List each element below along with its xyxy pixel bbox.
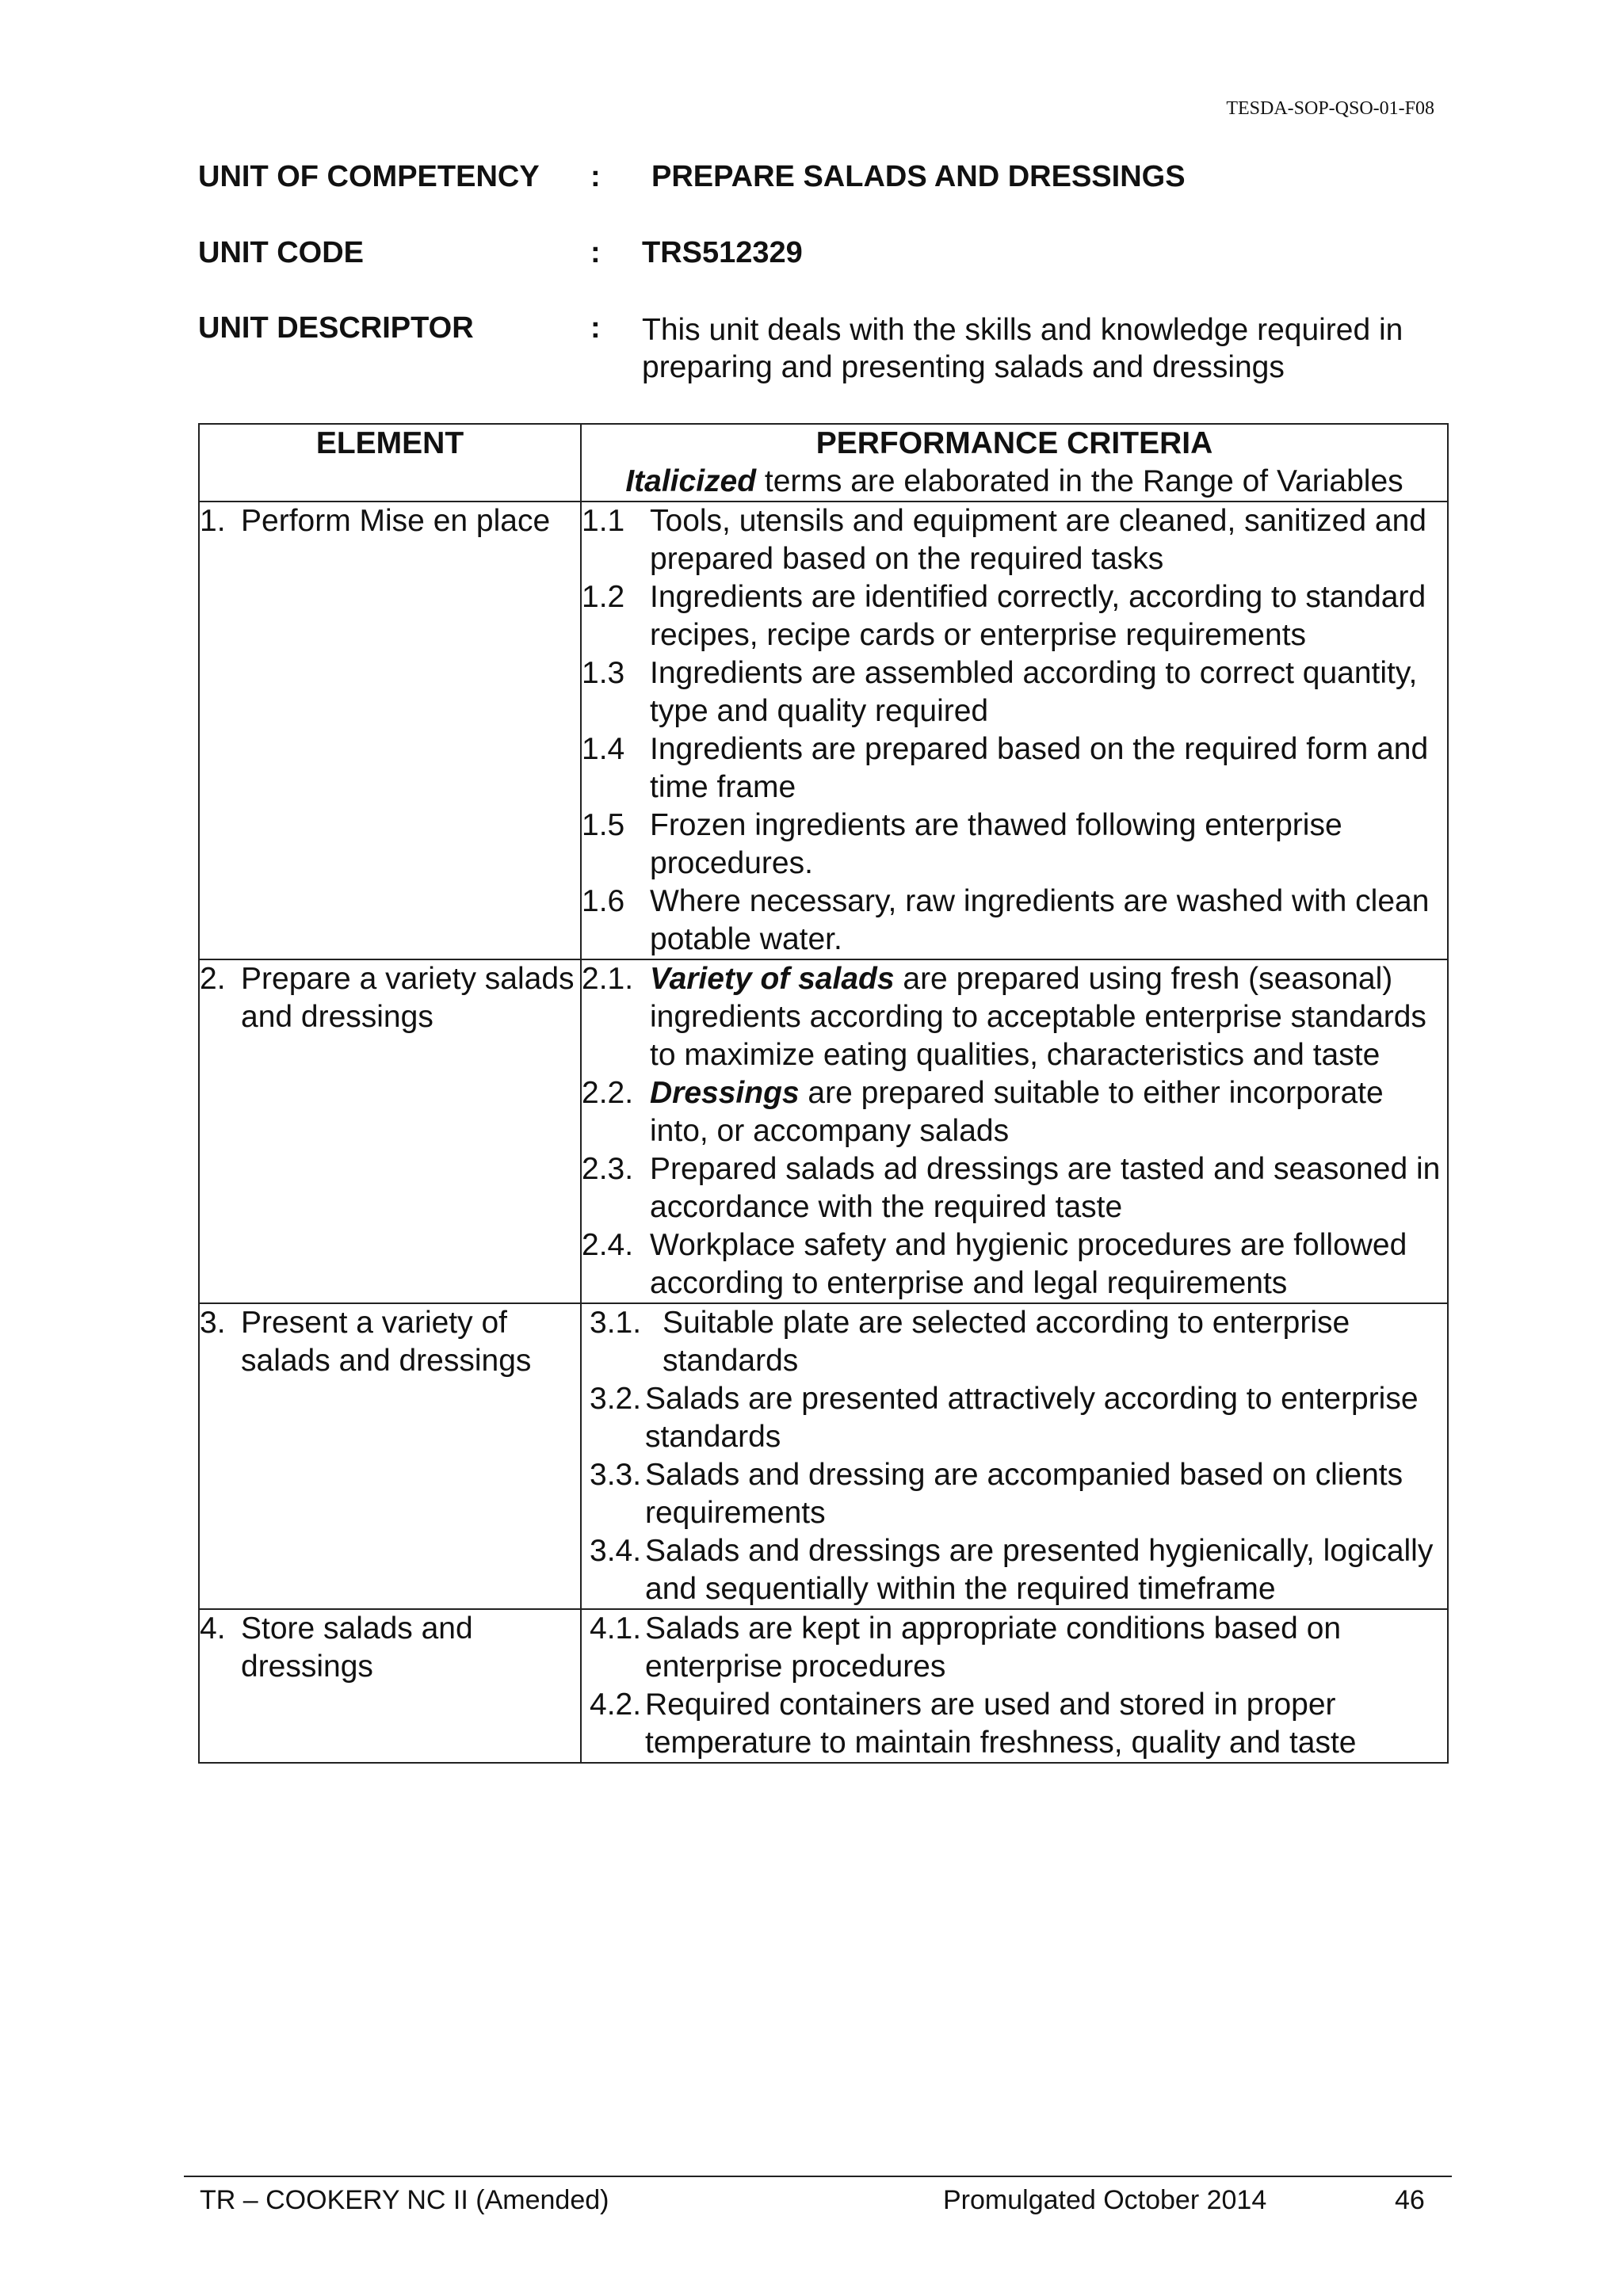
table-row bbox=[199, 1303, 1448, 1609]
performance-criteria-column-header bbox=[581, 424, 1448, 502]
colon: : bbox=[590, 311, 601, 345]
competency-table bbox=[198, 423, 1449, 1764]
element-cell bbox=[199, 502, 581, 959]
uoc-label: UNIT OF COMPETENCY bbox=[198, 160, 540, 193]
criterion: 1.1 Tools, utensils and equipment are cleaned, sanitized and prepared based on the required tasks bbox=[582, 504, 1426, 576]
element-number: 3. bbox=[200, 1306, 226, 1340]
criterion: 3.4. Salads and dressings are presented hygienically, logically and sequentially within the required timeframe bbox=[590, 1534, 1434, 1606]
element-cell bbox=[199, 1303, 581, 1609]
footer-left-text: TR – COOKERY NC II (Amended) bbox=[200, 2185, 609, 2215]
criteria-cell bbox=[581, 1609, 1448, 1763]
unit-descriptor-label: UNIT DESCRIPTOR bbox=[198, 311, 474, 345]
table-row bbox=[199, 502, 1448, 959]
element-text: Store salads and dressings bbox=[241, 1611, 473, 1684]
table-row bbox=[199, 959, 1448, 1303]
table-header-row bbox=[199, 424, 1448, 502]
performance-criteria-title: PERFORMANCE CRITERIA bbox=[815, 426, 1213, 460]
footer-divider bbox=[184, 2176, 1452, 2177]
criterion: 2.3. Prepared salads ad dressings are tasted and seasoned in accordance with the required taste bbox=[582, 1152, 1441, 1224]
element-text: Present a variety of salads and dressings bbox=[241, 1306, 532, 1378]
page-number: 46 bbox=[1395, 2185, 1425, 2215]
element-cell bbox=[199, 1609, 581, 1763]
document-id: TESDA-SOP-QSO-01-F08 bbox=[1226, 98, 1434, 119]
performance-criteria-note: Italicized terms are elaborated in the Range of Variables bbox=[625, 464, 1403, 498]
criterion: 2.2. Dressings are prepared suitable to either incorporate into, or accompany salads bbox=[582, 1076, 1384, 1148]
criterion: 2.1. Variety of salads are prepared using fresh (seasonal) ingredients according to acceptable enterprise standards to maximize eating qualities, characteristics and taste bbox=[582, 962, 1426, 1072]
unit-code-label: UNIT CODE bbox=[198, 236, 364, 269]
element-cell bbox=[199, 959, 581, 1303]
criterion: 2.4. Workplace safety and hygienic procedures are followed according to enterprise and legal requirements bbox=[582, 1228, 1407, 1300]
criterion: 1.3 Ingredients are assembled according to correct quantity, type and quality required bbox=[582, 656, 1418, 728]
criterion: 3.1. Suitable plate are selected according to enterprise standards bbox=[590, 1306, 1350, 1378]
criteria-cell bbox=[581, 1303, 1448, 1609]
criterion: 4.2. Required containers are used and stored in proper temperature to maintain freshness, quality and taste bbox=[590, 1688, 1357, 1760]
table-row bbox=[199, 1609, 1448, 1763]
unit-code-value: TRS512329 bbox=[642, 236, 803, 269]
criterion: 3.2. Salads are presented attractively according to enterprise standards bbox=[590, 1382, 1419, 1454]
element-number: 1. bbox=[200, 504, 226, 538]
criterion: 1.4 Ingredients are prepared based on the required form and time frame bbox=[582, 732, 1429, 804]
criterion: 1.6 Where necessary, raw ingredients are washed with clean potable water. bbox=[582, 884, 1430, 956]
criterion: 1.5 Frozen ingredients are thawed following enterprise procedures. bbox=[582, 808, 1342, 880]
colon: : bbox=[590, 236, 601, 269]
uoc-value: PREPARE SALADS AND DRESSINGS bbox=[651, 160, 1186, 193]
criterion: 3.3. Salads and dressing are accompanied based on clients requirements bbox=[590, 1458, 1403, 1530]
element-text: Prepare a variety salads and dressings bbox=[241, 962, 575, 1034]
criterion: 4.1. Salads are kept in appropriate conditions based on enterprise procedures bbox=[590, 1611, 1342, 1684]
element-number: 2. bbox=[200, 962, 226, 996]
element-text: Perform Mise en place bbox=[241, 504, 551, 538]
criteria-cell bbox=[581, 959, 1448, 1303]
footer-center-text: Promulgated October 2014 bbox=[943, 2185, 1267, 2215]
criteria-cell bbox=[581, 502, 1448, 959]
element-number: 4. bbox=[200, 1611, 226, 1646]
criterion: 1.2 Ingredients are identified correctly, according to standard recipes, recipe cards or enterprise requirements bbox=[582, 580, 1426, 652]
element-column-header: ELEMENT bbox=[199, 424, 581, 502]
unit-descriptor-value: This unit deals with the skills and knowledge required in preparing and presenting salads and dressings bbox=[642, 313, 1403, 384]
colon: : bbox=[590, 160, 601, 193]
